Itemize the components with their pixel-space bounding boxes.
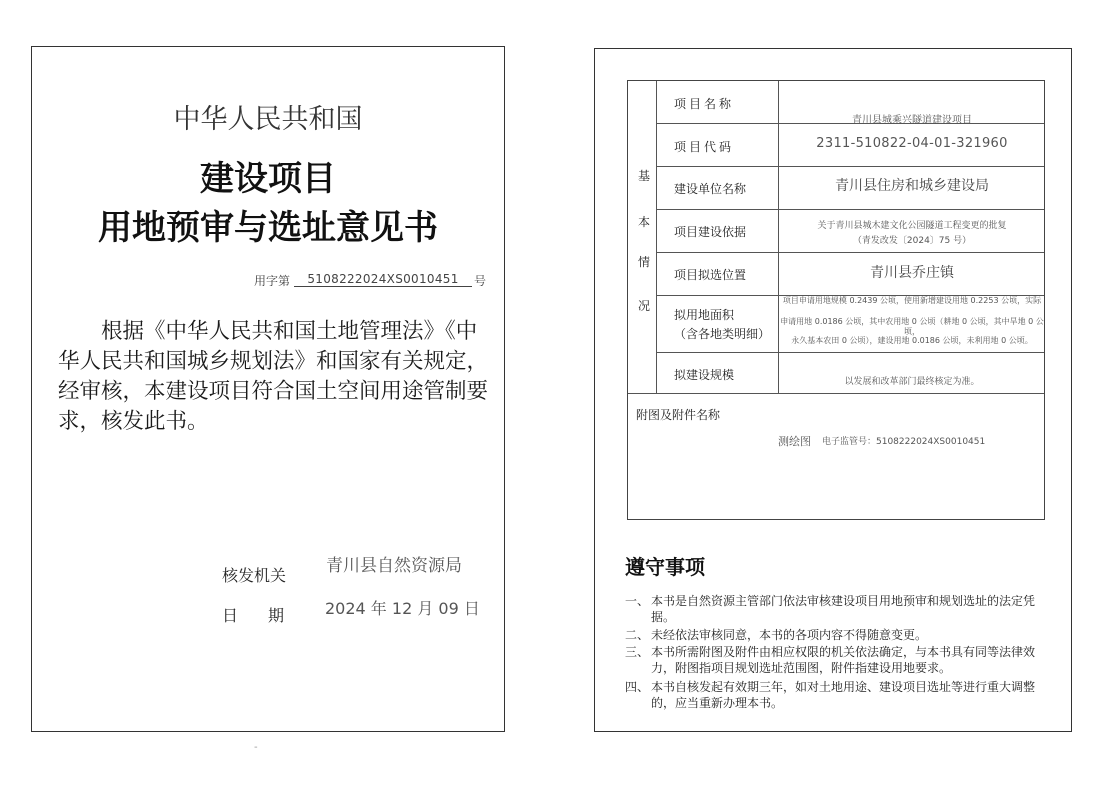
table-section-divider (628, 393, 1044, 394)
attachment-item: 测绘图 (778, 435, 811, 448)
basic-info-side-char: 况 (638, 299, 651, 313)
row-label-land-area-detail: （含各地类明细） (674, 327, 771, 341)
stray-scan-mark: - (254, 742, 258, 753)
row-label-land-area: 拟用地面积 (674, 308, 735, 322)
country-name: 中华人民共和国 (173, 104, 363, 135)
note-text: 本书所需附图及附件由相应权限的机关依法确定，与本书具有同等法律效力，附图指项目规划选址范围图，附件指建设用地要求。 (651, 645, 1036, 675)
note-number: 三、 (625, 645, 650, 659)
row-label-location: 项目拟选位置 (674, 268, 747, 282)
row-value-location: 青川县乔庄镇 (870, 265, 954, 281)
certificate-body-text: 根据《中华人民共和国土地管理法》《中华人民共和国城乡规划法》和国家有关规定，经审核，本建设项目符合国土空间用途管制要求，核发此书。 (58, 319, 489, 434)
doc-number-label: 用字第 (254, 274, 291, 288)
doc-number-value: 5108222024XS0010451 (294, 272, 472, 287)
row-label-scale: 拟建设规模 (674, 368, 735, 382)
note-item (625, 644, 1049, 676)
table-row-divider (656, 166, 1044, 167)
row-value-basis-line2: （青发改发〔2024〕75 号） (852, 236, 972, 246)
row-value-land-area-line2: 申请用地 0.0186 公顷，其中农用地 0 公顷（耕地 0 公顷，其中旱地 0 公顷， (780, 317, 1044, 336)
note-number: 一、 (625, 594, 650, 608)
note-text: 本书自核发起有效期三年，如对土地用途、建设项目选址等进行重大调整的，应当重新办理本书。 (651, 680, 1036, 710)
table-column-divider (778, 81, 779, 393)
table-column-divider (656, 81, 657, 393)
left-page-certificate-cover (31, 46, 505, 732)
note-item (625, 627, 1049, 643)
attachment-code: 电子监管号：5108222024XS0010451 (822, 437, 986, 447)
basic-info-side-char: 基 (638, 169, 651, 183)
row-value-builder: 青川县住房和城乡建设局 (835, 178, 989, 194)
row-value-project-code: 2311-510822-04-01-321960 (816, 136, 1008, 151)
note-number: 四、 (625, 680, 650, 694)
table-row-divider (656, 352, 1044, 353)
row-value-project-name: 青川县城乘兴隧道建设项目 (852, 115, 972, 126)
row-label-basis: 项目建设依据 (674, 225, 747, 239)
basic-info-side-char: 情 (638, 255, 651, 269)
row-label-project-code: 项目代码 (674, 140, 735, 154)
table-row-divider (656, 252, 1044, 253)
note-item (625, 679, 1049, 711)
issuer-label: 核发机关 (222, 566, 287, 585)
note-number: 二、 (625, 628, 650, 642)
row-value-land-area-line1: 项目申请用地规模 0.2439 公顷，使用新增建设用地 0.2253 公顷，实际 (782, 296, 1042, 305)
note-text: 本书是自然资源主管部门依法审核建设项目用地预审和规划选址的法定凭据。 (651, 594, 1036, 624)
issuer-value: 青川县自然资源局 (326, 556, 462, 576)
right-page-details (594, 48, 1072, 732)
basic-info-table (627, 80, 1045, 520)
attachments-label: 附图及附件名称 (636, 408, 721, 422)
doc-number-suffix: 号 (474, 274, 487, 288)
date-label: 日期 (222, 606, 315, 625)
row-value-land-area-line3: 永久基本农田 0 公顷），建设用地 0.0186 公顷，未利用地 0 公顷。 (791, 336, 1033, 345)
row-value-basis-line1: 关于青川县城木建文化公园隧道工程变更的批复 (817, 221, 1007, 231)
note-item (625, 593, 1049, 625)
row-value-scale: 以发展和改革部门最终核定为准。 (844, 377, 980, 387)
title-line-2: 用地预审与选址意见书 (98, 208, 438, 248)
note-text: 未经依法审核同意，本书的各项内容不得随意变更。 (651, 628, 928, 642)
row-label-builder: 建设单位名称 (674, 182, 747, 196)
basic-info-side-char: 本 (638, 215, 651, 229)
notes-title: 遵守事项 (625, 555, 705, 579)
row-label-project-name: 项目名称 (674, 97, 735, 111)
date-value: 2024 年 12 月 09 日 (325, 599, 480, 618)
table-row-divider (656, 209, 1044, 210)
title-line-1: 建设项目 (200, 159, 336, 199)
